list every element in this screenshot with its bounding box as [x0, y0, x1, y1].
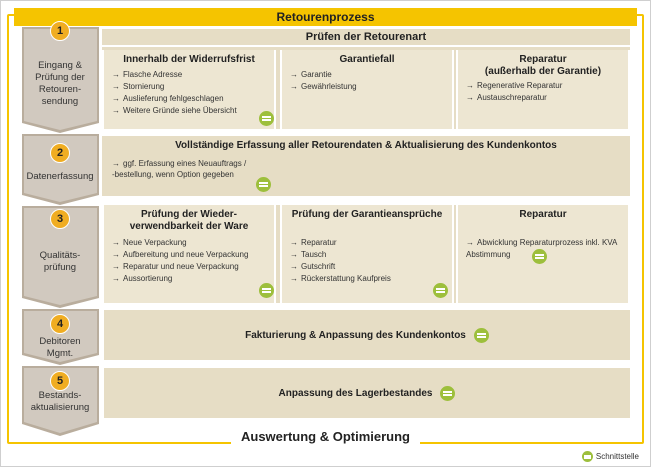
list-item: → Weitere Gründe siehe Übersicht	[112, 105, 274, 117]
interface-icon	[440, 386, 455, 401]
box-garantieansprueche	[280, 205, 454, 303]
stage-4-panel	[104, 310, 630, 360]
stage-1-header: Prüfen der Retourenart	[102, 29, 630, 47]
list-item: → Tausch	[290, 249, 452, 261]
list-item: → Gewährleistung	[290, 81, 452, 93]
stage-4-number: 4	[50, 314, 70, 334]
list-item: → Auslieferung fehlgeschlagen	[112, 93, 274, 105]
list-item: → Regenerative Reparatur	[466, 80, 628, 92]
stage-1-label: Eingang & Prüfung der Retouren- sendung	[35, 60, 85, 107]
interface-icon	[474, 328, 489, 343]
box-reparatur-ausserhalb	[456, 50, 630, 129]
box-wiederverwendbarkeit	[102, 205, 276, 303]
diagram-title: Retourenprozess	[14, 8, 637, 26]
box-reparatur	[456, 205, 630, 303]
stage-5-panel	[104, 368, 630, 418]
box-title: Reparatur	[519, 209, 567, 220]
footer-title: Auswertung & Optimierung	[0, 429, 651, 444]
box-title: Innerhalb der Widerrufsfrist	[123, 54, 255, 65]
stage-4-label: Debitoren Mgmt.	[39, 336, 81, 359]
interface-icon	[433, 283, 448, 298]
list-item: → Rückerstattung Kaufpreis	[290, 273, 452, 285]
box-title: Reparatur (außerhalb der Garantie)	[484, 54, 602, 77]
stage-5-number: 5	[50, 371, 70, 391]
stage-5-title: Anpassung des Lagerbestandes	[278, 387, 433, 399]
stage-2-panel	[102, 136, 630, 196]
list-item: → Garantie	[290, 69, 452, 81]
list-item: → Gutschrift	[290, 261, 452, 273]
interface-icon	[256, 177, 271, 192]
box-widerrufsfrist	[102, 50, 276, 129]
box-title: Prüfung der Garantieansprüche	[291, 209, 443, 220]
list-item: → Aussortierung	[112, 273, 274, 285]
interface-icon	[259, 111, 274, 126]
interface-icon	[532, 249, 547, 264]
list-item: → Austauschreparatur	[466, 92, 628, 104]
list-item: → Aufbereitung und neue Verpackung	[112, 249, 274, 261]
box-title: Garantiefall	[339, 54, 395, 65]
box-garantiefall	[280, 50, 454, 129]
stage-3-label: Qualitäts- prüfung	[39, 250, 81, 273]
box-title: Prüfung der Wieder- verwendbarkeit der Ware	[129, 209, 249, 232]
stage-2-number: 2	[50, 143, 70, 163]
list-item: → Reparatur und neue Verpackung	[112, 261, 274, 273]
interface-legend-icon	[582, 451, 593, 462]
stage-4-title: Fakturierung & Anpassung des Kundenkontos	[245, 329, 466, 341]
list-item: → Abwicklung Reparaturprozess inkl. KVA Abstimmung	[466, 237, 628, 261]
list-item: → Stornierung	[112, 81, 274, 93]
legend	[582, 451, 639, 462]
list-item: → Neue Verpackung	[112, 237, 274, 249]
legend-label: Schnittstelle	[595, 452, 639, 461]
stage-5-label: Bestands- aktualisierung	[30, 390, 90, 413]
stage-1-number: 1	[50, 21, 70, 41]
list-item: → ggf. Erfassung eines Neuauftrags / -bestellung, wenn Option gegeben	[112, 159, 247, 179]
interface-icon	[259, 283, 274, 298]
stage-2-title: Vollständige Erfassung aller Retourendaten & Aktualisierung des Kundenkontos	[175, 140, 557, 151]
list-item: → Flasche Adresse	[112, 69, 274, 81]
list-item: → Reparatur	[290, 237, 452, 249]
stage-3-number: 3	[50, 209, 70, 229]
stage-2-label: Datenerfassung	[26, 171, 94, 182]
